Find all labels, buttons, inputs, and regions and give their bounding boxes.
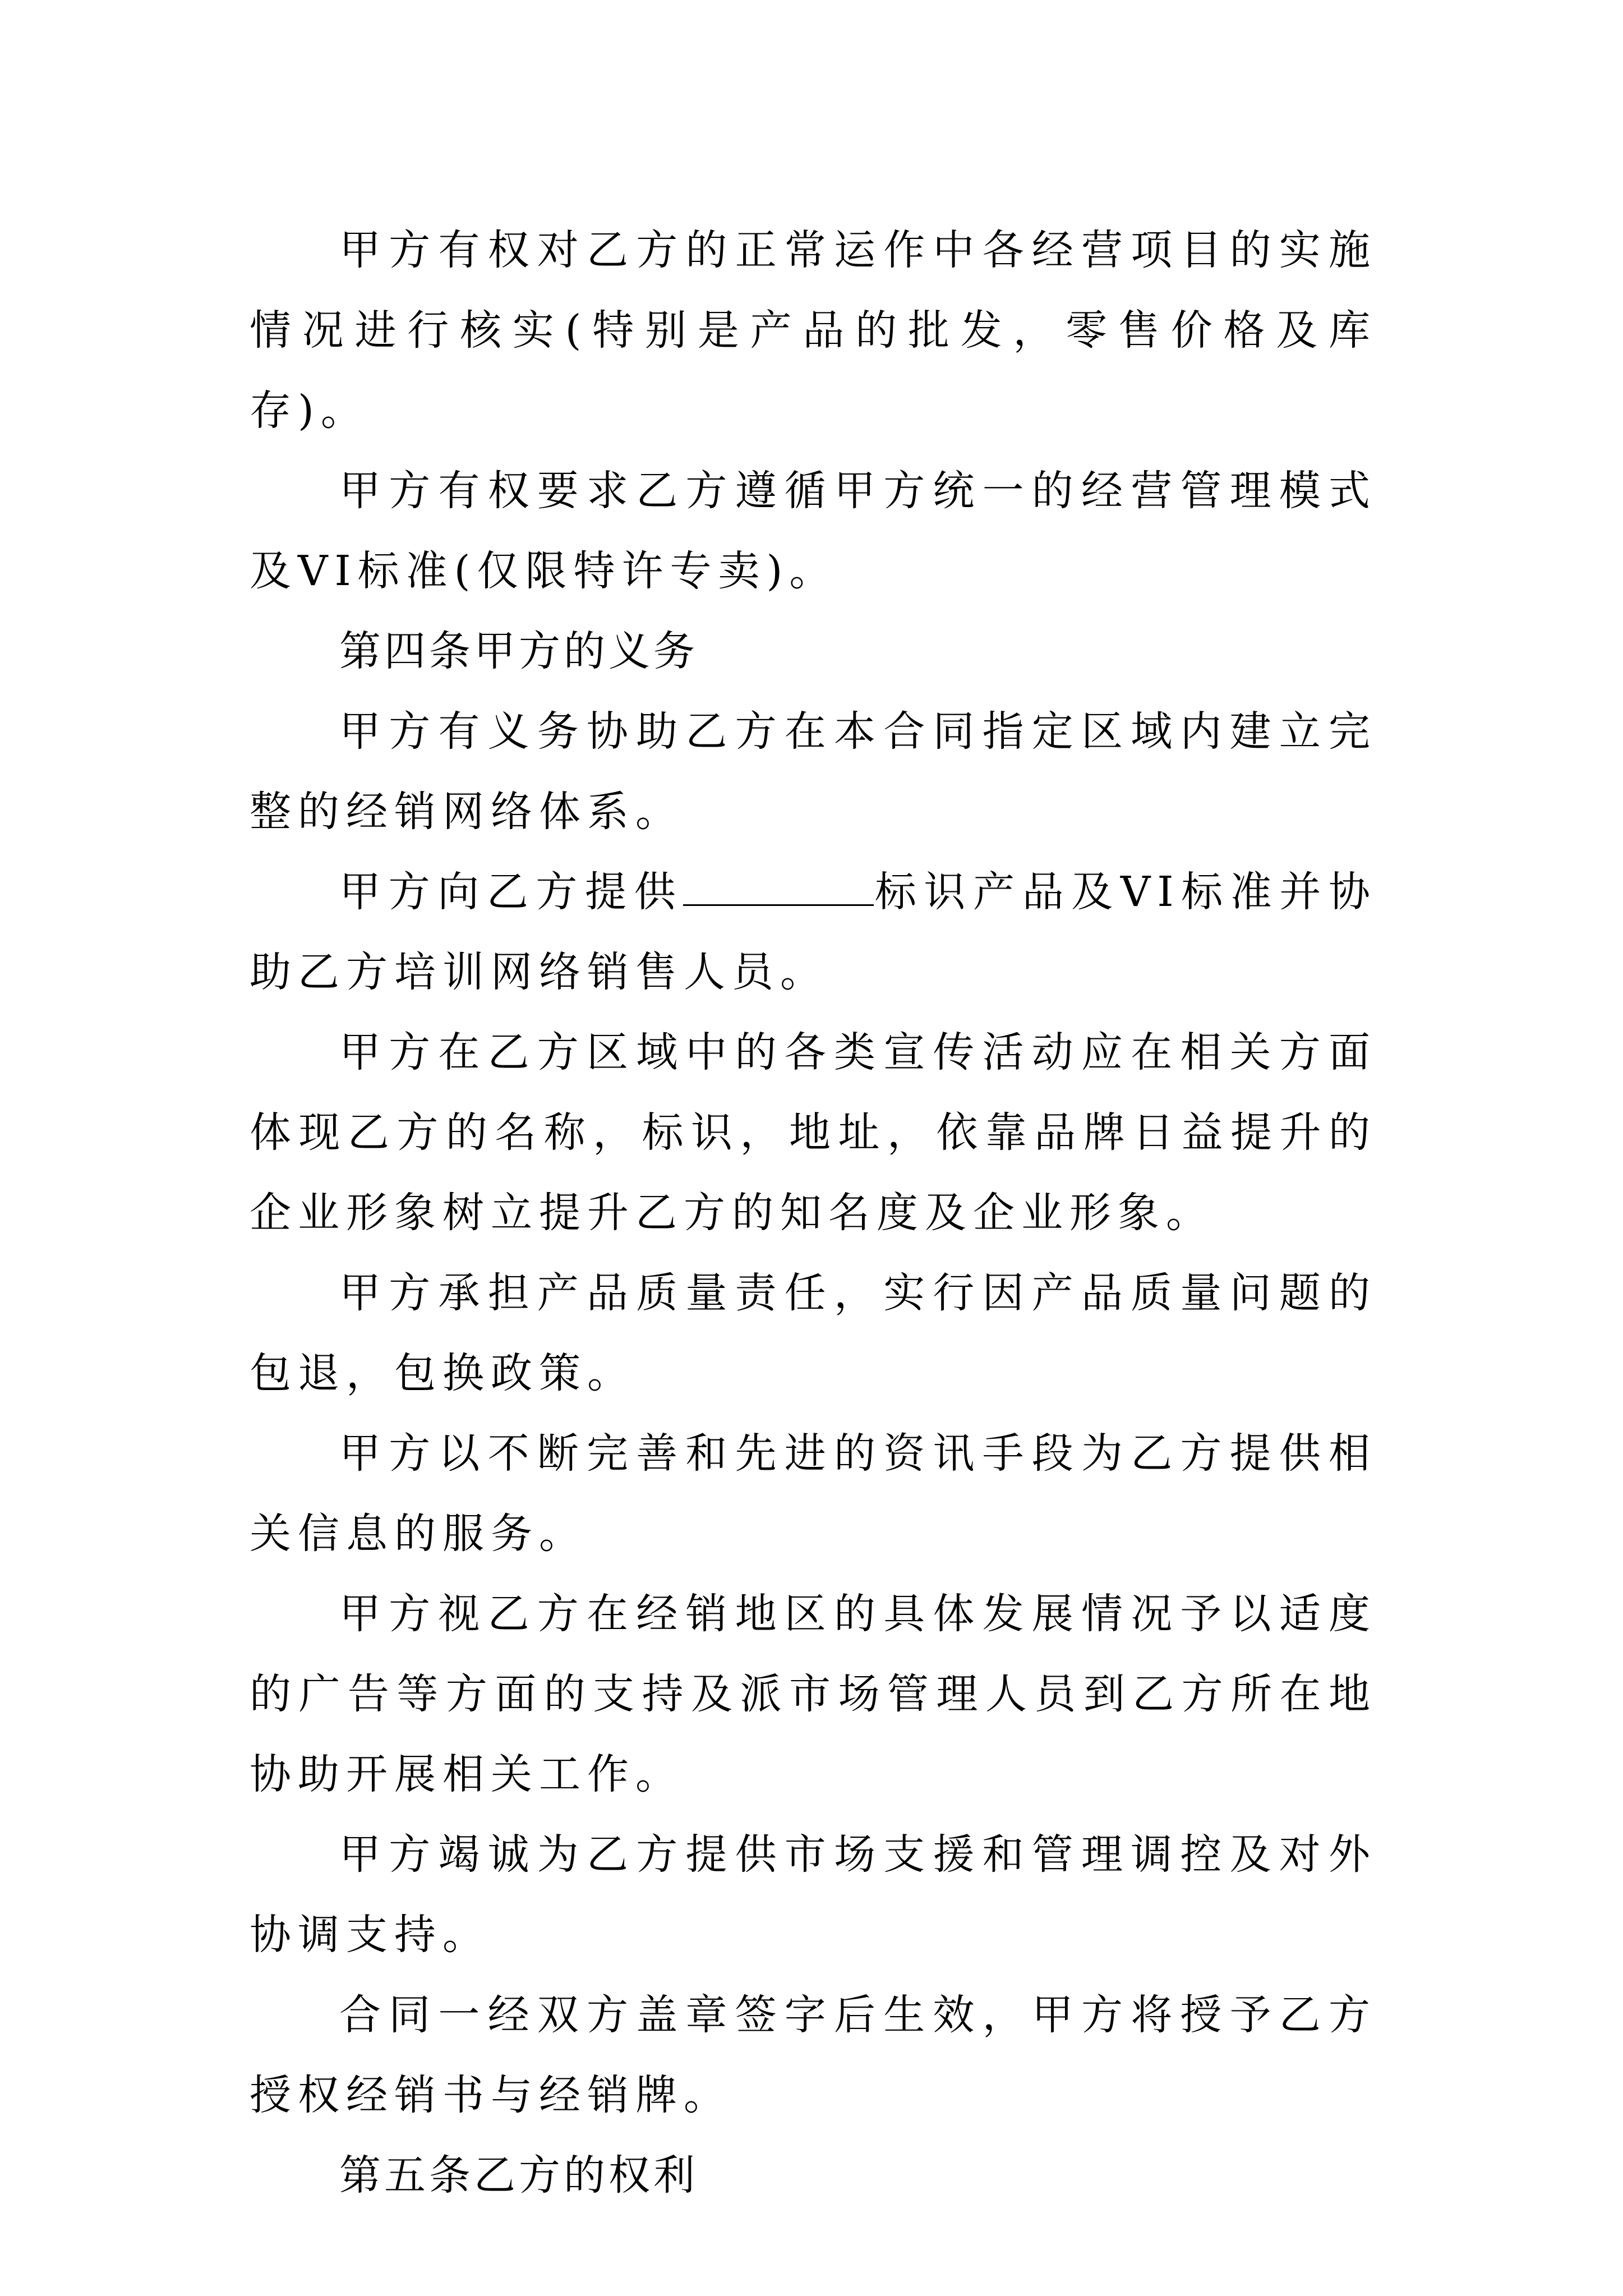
paragraph-provide-logo [250,852,1377,1013]
article-4-heading: 第四条甲方的义务 [339,627,698,675]
paragraph-market-support: 甲方竭诚为乙方提供市场支援和管理调控及对外协调支持。 [250,1830,1377,1959]
fill-in-blank [683,867,874,906]
paragraph-promotion: 甲方在乙方区域中的各类宣传活动应在相关方面体现乙方的名称，标识，地址，依靠品牌日益提升的企业形象树立提升乙方的知名度及企业形象。 [250,1028,1377,1237]
paragraph-information-service: 甲方以不断完善和先进的资讯手段为乙方提供相关信息的服务。 [250,1429,1377,1558]
article-5-heading: 第五条乙方的权利 [339,2151,698,2200]
paragraph-advertising-support: 甲方视乙方在经销地区的具体发展情况予以适度的广告等方面的支持及派市场管理人员到乙方所在地协助开展相关工作。 [250,1590,1377,1798]
paragraph-verify-operations: 甲方有权对乙方的正常运作中各经营项目的实施情况进行核实(特别是产品的批发，零售价格及库存)。 [250,226,1377,435]
paragraph-provide-logo-start: 甲方向乙方提供 [339,868,684,916]
document-body [250,210,1377,2216]
paragraph-contract-effective: 合同一经双方盖章签字后生效，甲方将授予乙方授权经销书与经销牌。 [250,1991,1377,2119]
paragraph-management-model: 甲方有权要求乙方遵循甲方统一的经营管理模式及VI标准(仅限特许专卖)。 [250,467,1377,595]
paragraph-provide-logo-end: 标识产品及VI标准并协助乙方培训网络销售人员。 [250,868,1377,996]
paragraph-network-system: 甲方有义务协助乙方在本合同指定区域内建立完整的经销网络体系。 [250,707,1377,836]
paragraph-quality-responsibility: 甲方承担产品质量责任，实行因产品质量问题的包退，包换政策。 [250,1269,1377,1397]
